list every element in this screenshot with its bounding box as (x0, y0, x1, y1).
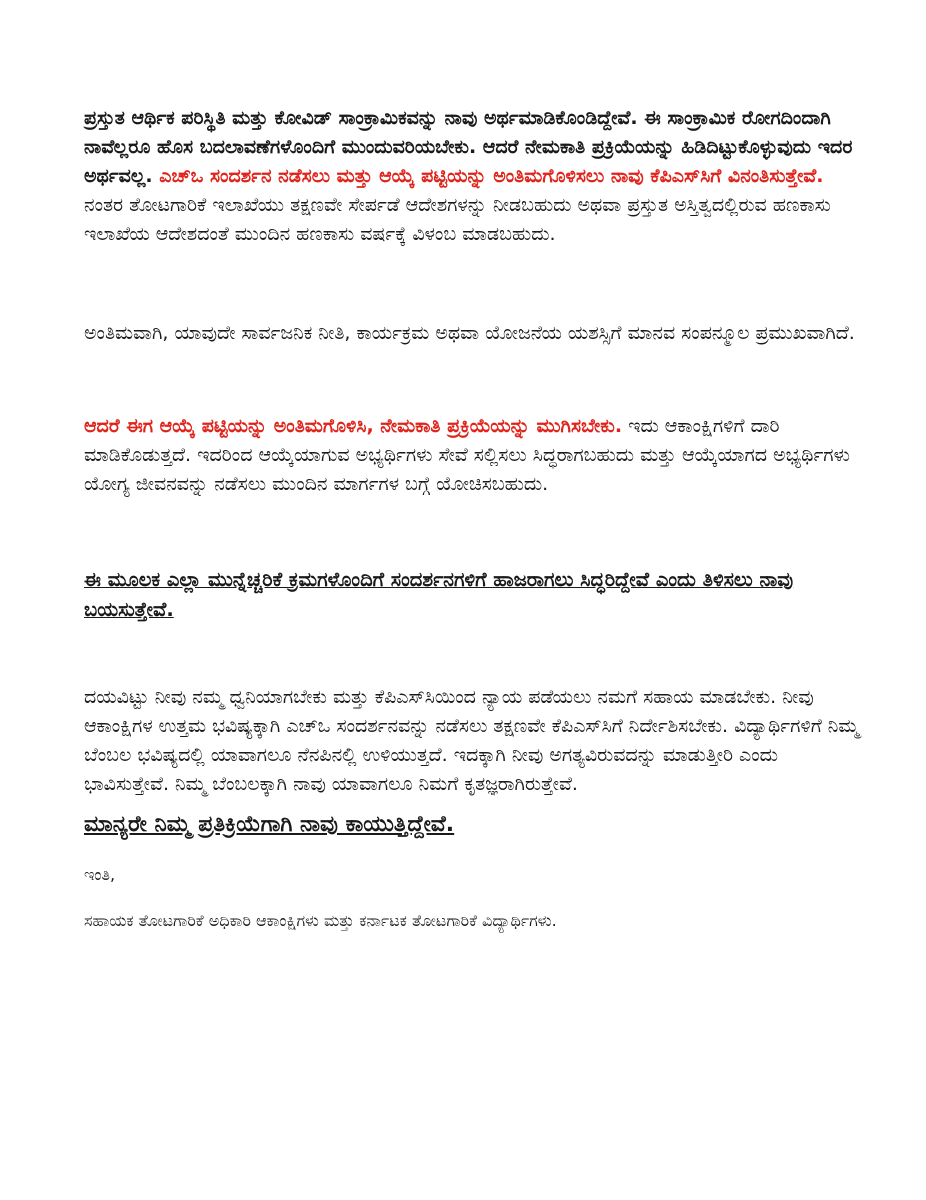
highlighted-request-text: ಎಚ್ಒ ಸಂದರ್ಶನ ನಡೆಸಲು ಮತ್ತು ಆಯ್ಕೆ ಪಟ್ಟಿಯನ್ನು ಅಂತಿಮಗೊಳಿಸಲು ನಾವು ಕೆಪಿಎಸ್‌ಸಿಗೆ ವಿನಂತಿಸುತ್ತೇವೆ. (152, 165, 824, 187)
paragraph-human-resources: ಅಂತಿಮವಾಗಿ, ಯಾವುದೇ ಸಾರ್ವಜನಿಕ ನೀತಿ, ಕಾರ್ಯಕ್ರಮ ಅಥವಾ ಯೋಜನೆಯ ಯಶಸ್ಸಿಗೆ ಮಾನವ ಸಂಪನ್ಮೂಲ ಪ್ರಮುಖವಾಗಿದೆ. (84, 322, 855, 344)
paragraph-finalize-list (84, 412, 866, 499)
closing-salutation: ಇಂತಿ, (84, 865, 116, 884)
paragraph-ready-for-interviews: ಈ ಮೂಲಕ ಎಲ್ಲಾ ಮುನ್ನೆಚ್ಚರಿಕೆ ಕ್ರಮಗಳೊಂದಿಗೆ ಸಂದರ್ಶನಗಳಿಗೆ ಹಾಜರಾಗಲು ಸಿದ್ಧರಿದ್ದೇವೆ ಎಂದು ತಿಳಿಸಲು ನಾವು ಬಯಸುತ್ತೇವೆ. (84, 568, 794, 621)
paragraph-covid-context (84, 104, 866, 249)
body-text: ಇದು ಆಕಾಂಕ್ಷಿಗಳಿಗೆ ದಾರಿ ಮಾಡಿಕೊಡುತ್ತದೆ. ಇದರಿಂದ ಆಯ್ಕೆಯಾಗುವ ಅಭ್ಯರ್ಥಿಗಳು ಸೇವೆ ಸಲ್ಲಿಸಲು ಸಿದ್ಧರಾಗಬಹುದು ಮತ್ತು ಆಯ್ಕೆಯಾಗದ ಅಭ್ಯರ್ಥಿಗಳು ಯೋಗ್ಯ ಜೀವನವನ್ನು ನಡೆಸಲು ಮುಂದಿನ ಮಾರ್ಗಗಳ ಬಗ್ಗೆ ಯೋಚಿಸಬಹುದು. (84, 415, 850, 495)
signature-line: ಸಹಾಯಕ ತೋಟಗಾರಿಕೆ ಅಧಿಕಾರಿ ಆಕಾಂಕ್ಷಿಗಳು ಮತ್ತು ಕರ್ನಾಟಕ ತೋಟಗಾರಿಕೆ ವಿದ್ಯಾರ್ಥಿಗಳು. (84, 911, 557, 930)
body-text: ನಂತರ ತೋಟಗಾರಿಕೆ ಇಲಾಖೆಯು ತಕ್ಷಣವೇ ಸೇರ್ಪಡೆ ಆದೇಶಗಳನ್ನು ನೀಡಬಹುದು ಅಥವಾ ಪ್ರಸ್ತುತ ಅಸ್ತಿತ್ವದಲ್ಲಿರುವ ಹಣಕಾಸು ಇಲಾಖೆಯ ಆದೇಶದಂತೆ ಮುಂದಿನ ಹಣಕಾಸು ವರ್ಷಕ್ಕೆ ವಿಳಂಬ ಮಾಡಬಹುದು. (84, 194, 831, 245)
highlighted-demand-text: ಆದರೆ ಈಗ ಆಯ್ಕೆ ಪಟ್ಟಿಯನ್ನು ಅಂತಿಮಗೊಳಿಸಿ, ನೇಮಕಾತಿ ಪ್ರಕ್ರಿಯೆಯನ್ನು ಮುಗಿಸಬೇಕು. (84, 415, 623, 437)
paragraph-appeal: ದಯವಿಟ್ಟು ನೀವು ನಮ್ಮ ಧ್ವನಿಯಾಗಬೇಕು ಮತ್ತು ಕೆಪಿಎಸ್‌ಸಿಯಿಂದ ನ್ಯಾಯ ಪಡೆಯಲು ನಮಗೆ ಸಹಾಯ ಮಾಡಬೇಕು. ನೀವು ಆಕಾಂಕ್ಷಿಗಳ ಉತ್ತಮ ಭವಿಷ್ಯಕ್ಕಾಗಿ ಎಚ್ಒ ಸಂದರ್ಶನವನ್ನು ನಡೆಸಲು ತಕ್ಷಣವೇ ಕೆಪಿಎಸ್‌ಸಿಗೆ ನಿರ್ದೇಶಿಸಬೇಕು. ವಿದ್ಯಾರ್ಥಿಗಳಿಗೆ ನಿಮ್ಮ ಬೆಂಬಲ ಭವಿಷ್ಯದಲ್ಲಿ ಯಾವಾಗಲೂ ನೆನಪಿನಲ್ಲಿ ಉಳಿಯುತ್ತದೆ. ಇದಕ್ಕಾಗಿ ನೀವು ಅಗತ್ಯವಿರುವದನ್ನು ಮಾಡುತ್ತೀರಿ ಎಂದು ಭಾವಿಸುತ್ತೇವೆ. ನಿಮ್ಮ ಬೆಂಬಲಕ್ಕಾಗಿ ನಾವು ಯಾವಾಗಲೂ ನಿಮಗೆ ಕೃತಜ್ಞರಾಗಿರುತ್ತೇವೆ. (84, 686, 860, 795)
paragraph-awaiting-response: ಮಾನ್ಯರೇ ನಿಮ್ಮ ಪ್ರತಿಕ್ರಿಯೆಗಾಗಿ ನಾವು ಕಾಯುತ್ತಿದ್ದೇವೆ. (84, 812, 455, 837)
bold-text: ಪ್ರಸ್ತುತ ಆರ್ಥಿಕ ಪರಿಸ್ಥಿತಿ ಮತ್ತು ಕೋವಿಡ್ ಸಾಂಕ್ರಾಮಿಕವನ್ನು ನಾವು ಅರ್ಥಮಾಡಿಕೊಂಡಿದ್ದೇವೆ. ಈ ಸಾಂಕ್ರಾಮಿಕ ರೋಗದಿಂದಾಗಿ ನಾವೆಲ್ಲರೂ ಹೊಸ ಬದಲಾವಣೆಗಳೊಂದಿಗೆ ಮುಂದುವರಿಯಬೇಕು. ಆದರೆ ನೇಮಕಾತಿ ಪ್ರಕ್ರಿಯೆಯನ್ನು ಹಿಡಿದಿಟ್ಟುಕೊಳ್ಳುವುದು ಇದರ ಅರ್ಥವಲ್ಲ. (84, 107, 853, 187)
